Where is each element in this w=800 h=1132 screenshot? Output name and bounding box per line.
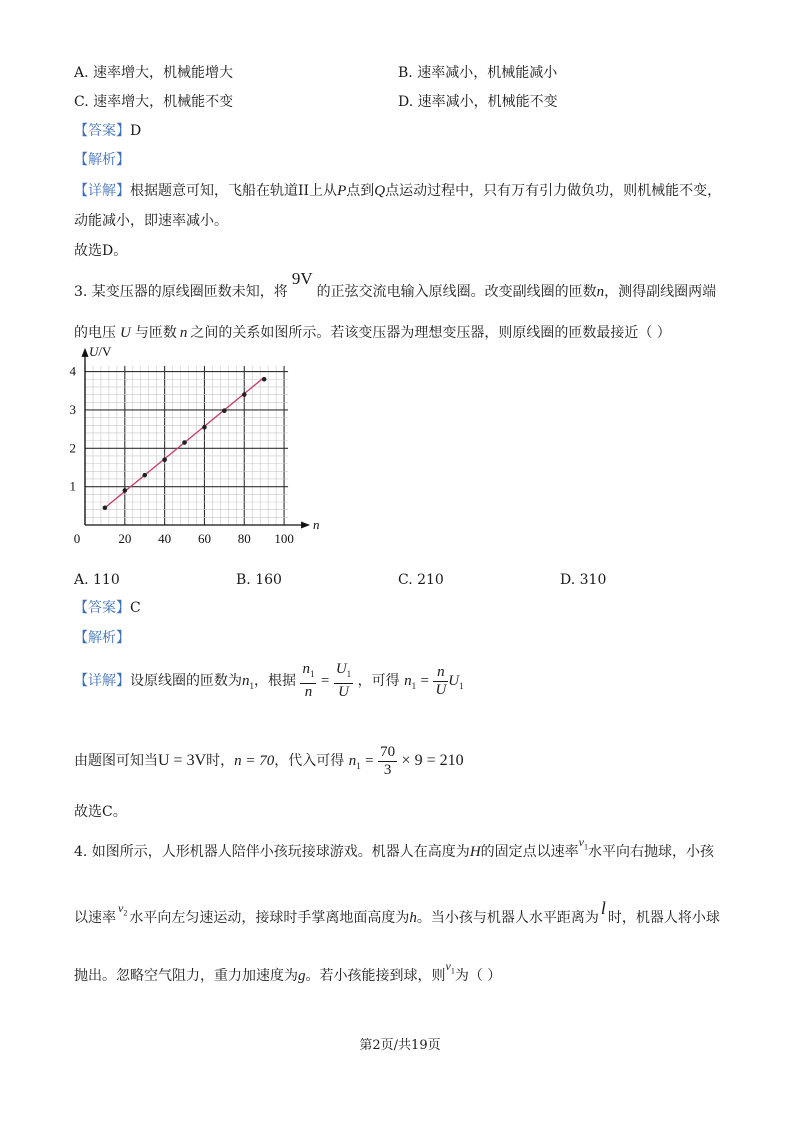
stem-text: 。若小孩能接到球，则: [305, 968, 446, 984]
x-axis-arrow: [301, 522, 310, 529]
u-n-graph: [60, 345, 340, 550]
symbol-n1: $n_1$: [242, 673, 254, 691]
q2-option-d: D. 速率减小，机械能不变: [398, 94, 558, 110]
data-point: [222, 408, 227, 413]
stem-text: 时，机器人将小球: [607, 910, 720, 926]
q3-option-b: B. 160: [236, 572, 282, 588]
detail-text: ，代入可得: [274, 753, 345, 769]
q2-option-c: C. 速率增大，机械能不变: [74, 94, 234, 110]
q4-line1: [74, 835, 714, 867]
data-point: [162, 458, 167, 463]
stem-text: 。当小孩与机器人水平距离为: [416, 910, 599, 926]
q3-detail-line1: 【详解】设原线圈的匝数为$n_1$，根据 $\frac{n_1}{n}$ = $\frac{U_1}{U}$ ，可得 $n_1$ = $\frac{n}{U}$ $U_1$: [74, 661, 464, 700]
x-tick-label: 80: [237, 531, 251, 546]
stem-text: 与匝数: [134, 325, 177, 341]
stem-text: 的电压: [74, 325, 116, 341]
q4-line2: [74, 898, 720, 933]
q3-option-c: C. 210: [398, 572, 444, 588]
stem-text: 的正弦交流电输入原线圈。改变副线圈的匝数: [316, 284, 597, 300]
y-axis-arrow: [82, 348, 89, 357]
ratio-n-over-u: $\frac{n}{U}$: [435, 663, 447, 698]
detail-text: ，可得: [357, 673, 400, 689]
calc-result: × 9 = 210: [401, 752, 464, 769]
q2-conclusion: 故选D。: [74, 243, 128, 259]
symbol-g: g: [298, 968, 306, 984]
q3-detail-line2: 由题图可知当U = 3V时，n = 70，代入可得 $n_1$ = $\frac{70}{3}$ × 9 = 210: [74, 743, 464, 778]
data-point: [103, 505, 108, 510]
y-axis-label: U/V: [89, 345, 112, 359]
analysis-tag: 【解析】: [74, 152, 130, 168]
analysis-tag: 【解析】: [74, 630, 130, 646]
q3-stem-line2: [74, 323, 671, 343]
ratio-n1-over-n: $\frac{n_1}{n}$: [302, 661, 315, 700]
q3-conclusion: 故选C。: [74, 804, 127, 820]
symbol-v1: $v_1$: [445, 959, 455, 976]
symbol-v2: $v_2$: [118, 901, 128, 918]
q2-option-b: B. 速率减小，机械能减小: [398, 65, 558, 81]
data-point: [182, 440, 187, 445]
data-point: [142, 473, 147, 478]
x-tick-label: 0: [73, 531, 81, 546]
q2-detail-line2: 动能减小，即速率减小。: [74, 213, 228, 229]
q2-option-a: A. 速率增大，机械能增大: [74, 65, 234, 81]
symbol-h: h: [409, 910, 417, 926]
q4-line3: [74, 959, 502, 991]
detail-tag: 【详解】: [74, 673, 130, 689]
x-tick-label: 100: [274, 531, 294, 546]
x-axis-label: n: [313, 517, 320, 532]
y-tick-label: 4: [69, 363, 76, 379]
stem-text: 抛出。忽略空气阻力，重力加速度为: [74, 968, 298, 984]
q2-detail-line1: [74, 181, 721, 201]
symbol-u1: $U_1$: [448, 673, 464, 691]
stem-text: 3. 某变压器的原线圈匝数未知，将: [74, 284, 288, 300]
detail-text: 由题图可知当: [74, 753, 158, 769]
result-n1: $n_1$: [348, 753, 361, 771]
data-point: [262, 377, 267, 382]
voltage-value: 9V: [291, 269, 313, 288]
stem-text: 水平向左匀速运动，接球时手掌离地面高度为: [129, 910, 410, 926]
x-tick-label: 40: [158, 531, 172, 546]
stem-text: 的固定点以速率: [480, 844, 579, 860]
answer-value: C: [130, 600, 141, 616]
detail-text: 点到: [346, 183, 375, 199]
symbol-n: n: [179, 325, 188, 341]
stem-text: 之间的关系如图所示。若该变压器为理想变压器，则原线圈的匝数最接近（ ）: [190, 325, 671, 341]
y-tick-label: 3: [69, 401, 76, 417]
formula-n1: $n_1$: [404, 673, 417, 691]
detail-text: 点运动过程中，只有万有引力做负功，则机械能不变，: [385, 183, 722, 199]
answer-tag: 【答案】: [74, 123, 130, 139]
detail-tag: 【详解】: [74, 183, 130, 199]
q3-option-d: D. 310: [560, 572, 607, 588]
stem-text: ，测得副线圈两端: [604, 284, 717, 300]
page-footer: 第2页/共19页: [359, 1038, 441, 1053]
q2-answer-line: [74, 121, 141, 141]
stem-text: 4. 如图所示，人形机器人陪伴小孩玩接球游戏。机器人在高度为: [74, 844, 470, 860]
symbol-u: U: [120, 325, 131, 341]
symbol-l: l: [600, 898, 606, 918]
stem-text: 水平向右抛球，小孩: [587, 844, 714, 860]
symbol-p: P: [337, 183, 347, 199]
data-point: [242, 392, 247, 397]
q3-stem-line1: [74, 269, 717, 302]
fraction-70-over-3: $\frac{70}{3}$: [380, 743, 396, 778]
q3-answer-line: [74, 598, 141, 618]
q3-option-a: A. 110: [74, 572, 120, 588]
y-tick-label: 2: [69, 440, 76, 456]
detail-text: 设原线圈的匝数为: [130, 673, 242, 689]
symbol-n: n: [596, 284, 605, 300]
stem-text: 为（ ）: [454, 968, 502, 984]
ratio-u1-over-u: $\frac{U_1}{U}$: [335, 661, 352, 700]
data-point: [123, 488, 128, 493]
data-point: [202, 425, 207, 430]
condition-n: n = 70: [234, 753, 275, 769]
condition-u: U = 3V: [158, 752, 207, 769]
detail-text: 时，: [206, 753, 235, 769]
detail-text: ，根据: [254, 673, 296, 689]
detail-text: 根据题意可知，飞船在轨道II上从: [130, 183, 338, 199]
symbol-q: Q: [374, 183, 386, 199]
answer-value: D: [130, 123, 142, 139]
y-tick-label: 1: [69, 478, 76, 494]
x-tick-label: 20: [118, 531, 132, 546]
stem-text: 以速率: [74, 910, 116, 926]
symbol-v1: $v_1$: [578, 835, 588, 852]
x-tick-label: 60: [197, 531, 211, 546]
symbol-h-upper: H: [469, 844, 481, 860]
answer-tag: 【答案】: [74, 600, 130, 616]
